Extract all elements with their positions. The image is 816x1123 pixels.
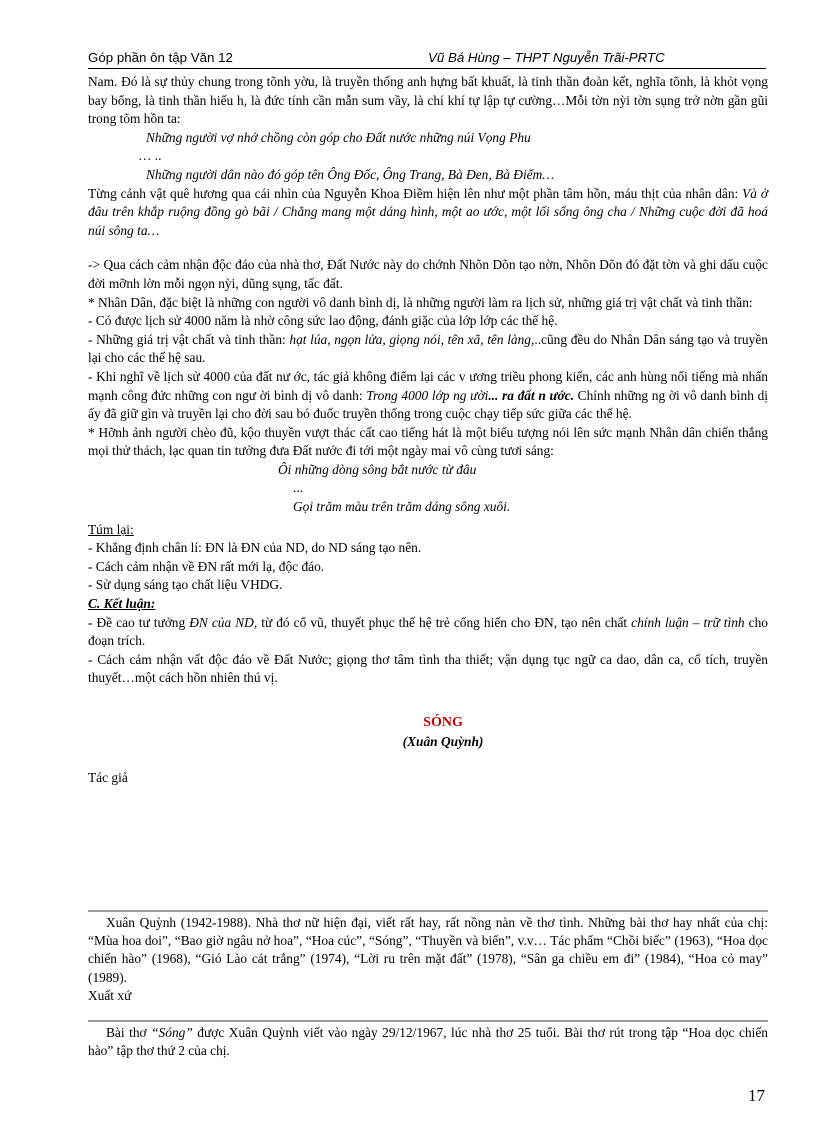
section-author: (Xuân Quỳnh) [402,733,484,749]
quote-italic: chính luận – trữ tình [631,614,745,630]
quote-italic: Và ở đâu trên khắp ruộng đồng gò bãi / Chẳng mang một dáng hình, một ao ước, một lối sống ông cha / Những cuộc đời đã hoá núi sông ta… [88,185,768,238]
paragraph-landscape [88,185,768,241]
summary-item: - Khẳng định chân lí: ĐN là ĐN của ND, do ND sáng tạo nên. [88,540,422,556]
section-divider [88,1020,768,1022]
section-divider [88,910,768,912]
text-run: được Xuân Quỳnh viết vào ngày 29/12/1967, lúc nhà thơ 25 tuổi. Bài thơ rút trong tập “Hoa dọc chiến hào” tập thơ thứ 2 của chị. [88,1025,768,1059]
poem-line: Ôi những dòng sông bắt nước từ đâu [278,461,477,477]
text-run: cho đoạn trích. [88,614,768,649]
quote-italic: ĐN của ND, [189,614,258,630]
spacer [88,688,768,714]
bullet-4000-years [88,368,768,424]
page-number: 17 [748,1086,765,1105]
section-title: SÓNG [423,715,463,730]
header-right-text: Vũ Bá Hùng – THPT Nguyễn Trãi-PRTC [428,50,665,65]
summary-item: - Cách cảm nhận về ĐN rất mới lạ, độc đáo. [88,558,325,574]
quote-italic: hạt lúa, ngọn lửa, giọng nói, tên xã, tên làng [289,331,531,347]
poem-ellipsis: ... [293,480,304,496]
text-run: - Những giá trị vật chất và tinh thần: [88,331,290,347]
spacer [88,751,768,769]
page-header [88,48,766,69]
summary-item: - Sử dụng sáng tạo chất liệu VHDG. [88,577,283,593]
tac-gia-label: Tác giả [88,770,128,786]
poem-line: Gọi trăm màu trên trăm dáng sông xuôi. [293,499,511,515]
text-run: ,..cũng đều do Nhân Dân sáng tạo và truyền lại cho các thế hệ sau. [88,331,768,366]
poem-line: Những người dân nào đó góp tên Ông Đốc, Ông Trang, Bà Đen, Bà Điểm… [146,166,555,182]
text-run: Từng cảnh vật quê hương qua cái nhìn của Nguyễn Khoa Điềm hiện lên như một phần tâm hồn, máu thịt của nhân dân: [88,185,743,201]
paragraph-nhan-dan: * Nhân Dân, đặc biệt là những con người vô danh bình dị, là những người làm ra lịch sử, những giá trị vật chất và tinh thần: [88,294,753,310]
poem-line: Những người vợ nhớ chồng còn góp cho Đất nước những núi Vọng Phu [146,129,531,145]
paragraph-intro: Nam. Đó là sự thủy chung trong tõnh yờu, là truyền thống anh hựng bất khuất, là tinh thần đoàn kết, nghĩa tõnh, là khỏt vọng bay bổng, là tinh thần hiếu h, là đức tính cần mẫn sum vầy, là chí khí tự lập tự cường…Mỗi tờn nỳi tờn sụng trở nờn gần gũi trong tõm hồn ta: [88,74,768,127]
author-bio: Xuân Quỳnh (1942-1988). Nhà thơ nữ hiện đại, viết rất hay, rất nồng nàn về thơ tình. Những bài thơ hay nhất của chị: “Mùa hoa doi”, “Bao giờ ngâu nở hoa”, “Hoa cúc”, “Sóng”, “Thuyền và biển”, v.v… Tác phẩm “Chồi biếc” (1963), “Hoa dọc chiến hào” (1968), “Gió Lào cát trắng” (1974), “Lời ru trên mặt đất” (1978), “Sân ga chiều em đi” (1984), “Hoa cỏ may” (1989). [88,915,768,985]
quote-italic: “Sóng” [151,1025,193,1040]
spacer [88,240,768,256]
bullet-values [88,331,768,368]
text-run: - Đề cao tư tưởng [88,614,190,630]
header-left-text: Góp phần ôn tập Văn 12 [88,50,233,65]
conclusion-heading: C. Kết luận: [88,596,156,612]
origin-text [88,1024,768,1060]
poem-ellipsis: … .. [138,148,162,164]
conclusion-item [88,614,768,651]
text-run: từ đó cổ vũ, thuyết phục thế hệ trẻ cống hiến cho ĐN, tạo nên chất [257,614,632,630]
bullet-history: - Có được lịch sử 4000 năm là nhờ công sức lao động, đánh giặc của lớp lớp các thế hệ. [88,313,558,329]
text-run: Bài thơ [106,1025,152,1040]
quote-italic: Trong 4000 lớp ng ười [366,387,489,403]
paragraph-boatman: * Hỡnh ảnh người chèo đũ, kộo thuyền vượt thác cất cao tiếng hát là một biểu tượng nói lên sức mạnh Nhân dân chiến thắng mọi thử thách, lạc quan tin tưởng đưa Đất nước đi tới một ngày mai vô cùng tươi sáng: [88,424,768,459]
origin-box [88,1024,768,1060]
quote-bold-italic: ... ra đất n ước. [488,387,575,403]
text-run: Chính những ng ời vô danh bình dị ấy đã giữ gìn và truyền lại cho đời sau bó đuốc truyền thống trong cuộc chạy tiếp sức giữa các thế hệ. [88,387,768,422]
document-body [88,73,768,788]
author-box [88,914,768,1005]
summary-heading: Túm lại: [88,521,134,537]
paragraph-conclusion-arrow: -> Qua cách cảm nhận độc đáo của nhà thơ, Đất Nước này do chớnh Nhõn Dõn tạo nờn, Nhõn Dõn đó đặt tờn và ghi dấu cuộc đời mỡnh lờn mỗi ngọn nỳi, dũng sụng, tấc đất. [88,257,768,291]
conclusion-item: - Cách cảm nhận vất độc đáo về Đất Nước; giọng thơ tâm tình tha thiết; vận dụng tục ngữ ca dao, dân ca, cổ tích, truyền thuyết…một cách hồn nhiên thú vị. [88,651,768,686]
xuat-xu-label: Xuất xứ [88,987,132,1003]
text-run: - Khi nghĩ về lịch sử 4000 của đất nư ớc, tác giả không điểm lại các v ương triều phong kiến, các anh hùng nổi tiếng mà nhấn mạnh công đức những con ngư ời bình dị vô danh: [88,368,768,403]
